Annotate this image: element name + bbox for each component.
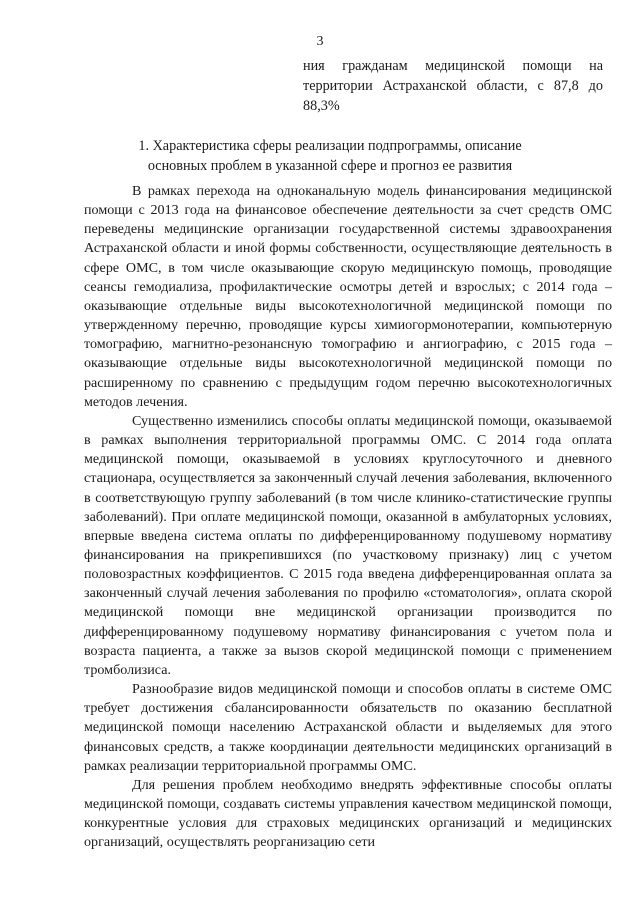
paragraph-3: Разнообразие видов медицинской помощи и способов оплаты в системе ОМС требует достижения сбалансированности обязательств по оказанию бесплатной медицинской помощи населению Астраханской области и выделяемых для этого финансовых средств, а также координации деятельности медицинских организаций в рамках реализации территориальной программы ОМС.: [84, 681, 612, 774]
paragraph-2: Существенно изменились способы оплаты медицинской помощи, оказываемой в рамках выполнения территориальной программы ОМС. С 2014 года оплата медицинской помощи, оказываемой в условиях круглосуточного и дневного стационара, осуществляется за законченный случай лечения заболевания, включенного в соответствующую группу заболеваний (в том числе клинико-статистические группы заболеваний). При оплате медицинской помощи, оказанной в амбулаторных условиях, впервые введена система оплаты по дифференцированному подушевому нормативу финансирования на прикрепившихся (по участковому признаку) лиц с учетом половозрастных коэффициентов. С 2015 года введена дифференцированная оплата за законченный случай лечения заболевания по профилю «стоматология», оплата скорой медицинской помощи вне медицинской организации производится по дифференцированному подушевому нормативу финансирования с учетом пола и возраста пациента, а также за вызов скорой медицинской помощи с применением тромболизиса.: [84, 412, 612, 678]
section-heading-line-2: основных проблем в указанной сфере и прогноз ее развития: [147, 158, 513, 174]
paragraph-1: В рамках перехода на одноканальную модель финансирования медицинской помощи с 2013 года на финансовое обеспечение деятельности за счет средств ОМС переведены медицинские организации государственной системы здравоохранения Астраханской области и иной формы собственности, осуществляющие деятельность в сфере ОМС, в том числе оказывающие скорую медицинскую помощь, проводящие сеансы гемодиализа, профилактические осмотры детей и взрослых; с 2014 года – оказывающие отдельные виды высокотехнологичной медицинской помощи по утвержденному перечню, проводящие курсы химиогормонотерапии, компьютерную томографию, магнитно-резонансную томографию и ангиографию, с 2015 года – оказывающие отдельные виды высокотехнологичной медицинской помощи по расширенному по сравнению с предыдущим годом перечню высокотехнологичных методов лечения.: [84, 183, 612, 410]
section-heading-line-1: 1. Характеристика сферы реализации подпрограммы, описание: [138, 138, 522, 154]
section-heading: [100, 136, 560, 176]
paragraph-4: Для решения проблем необходимо внедрять эффективные способы оплаты медицинской помощи, создавать системы управления качеством медицинской помощи, конкурентные условия для страховых медицинских организаций и медицинских организаций, осуществлять реорганизацию сети: [84, 776, 612, 851]
page-number: 3: [316, 34, 324, 49]
continuation-text: ния гражданам медицинской помощи на территории Астраханской области, с 87,8 до 88,3%: [303, 58, 603, 114]
body-text: [84, 182, 612, 852]
